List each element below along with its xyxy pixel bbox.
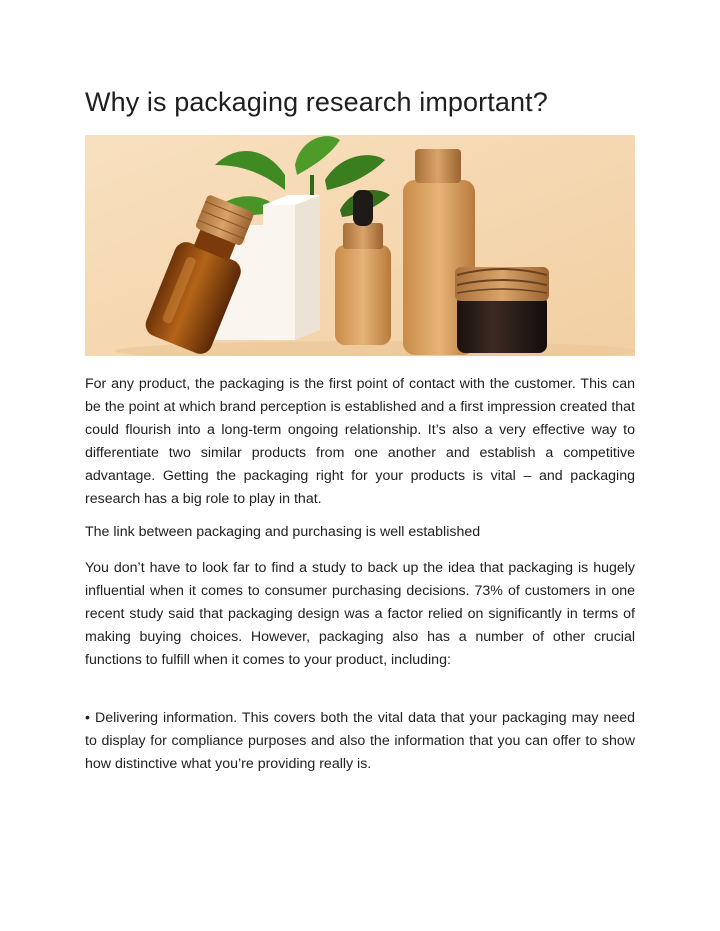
paragraph-text: You don’t have to look far to find a study to back up the idea that packaging is hugely influential when it comes to consumer purchasing decisions. 73% of customers in one recent study said that packaging design was a factor relied on significantly in terms of making buying choices. However, packaging also has a number of other crucial functions to fulfill when it comes to your product, including: (85, 560, 635, 668)
subheading-link-packaging-purchasing (85, 521, 635, 544)
paragraph-intro (85, 373, 635, 511)
paragraph-text: For any product, the packaging is the first point of contact with the customer. This can be the point at which brand perception is established and a first impression created that could flourish into a long-term ongoing relationship. It’s also a very effective way to differentiate two similar products from one another and establish a competitive advantage. Getting the packaging right for your products is vital – and packaging research has a big role to play in that. (85, 376, 635, 507)
paragraph-text: • Delivering information. This covers both the vital data that your packaging may need to display for compliance purposes and also the information that you can offer to show how distinctive what you’re providing really is. (85, 710, 635, 772)
page-title: Why is packaging research important? (85, 87, 548, 117)
dark-jar (455, 267, 549, 353)
paragraph-text: The link between packaging and purchasing is well established (85, 524, 481, 540)
hero-image-packaging-bottles (85, 135, 635, 356)
bullet-delivering-information (85, 707, 635, 776)
paragraph-study (85, 557, 635, 672)
